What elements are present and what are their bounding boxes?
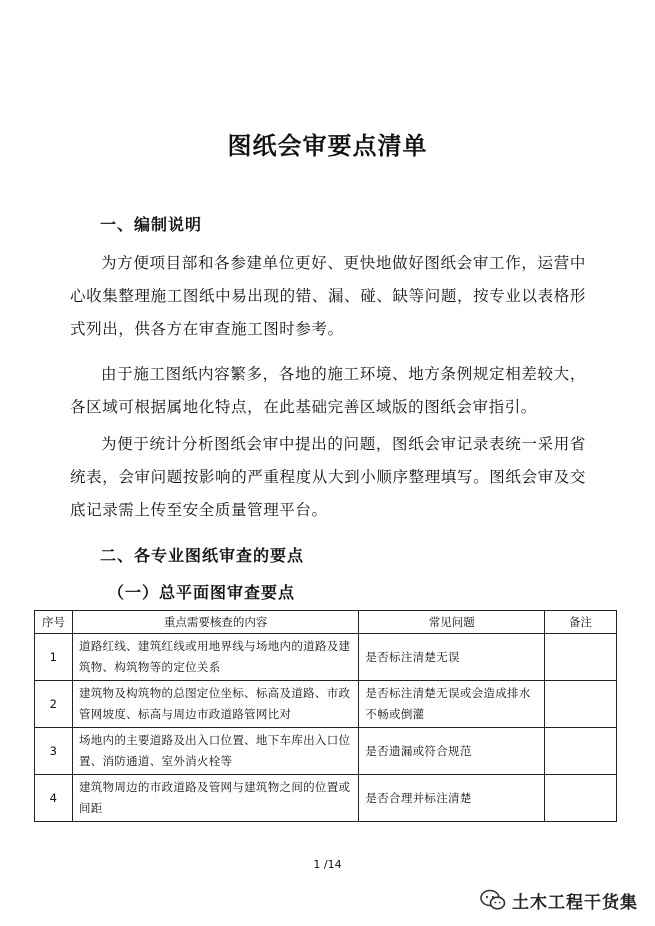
row-number: 1 <box>35 634 73 681</box>
table-row <box>35 775 617 822</box>
row-number: 4 <box>35 775 73 822</box>
table-row <box>35 728 617 775</box>
review-table <box>34 610 617 822</box>
header-note: 备注 <box>545 611 617 634</box>
row-issue: 是否标注清楚无误或会造成排水不畅或倒灌 <box>359 681 545 728</box>
table-row <box>35 634 617 681</box>
paragraph-1: 为方便项目部和各参建单位更好、更快地做好图纸会审工作，运营中心收集整理施工图纸中易出现的错、漏、碰、缺等问题，按专业以表格形式列出，供各方在审查施工图时参考。 <box>70 254 586 338</box>
section-heading-2: 二、各专业图纸审查的要点 <box>100 546 305 565</box>
row-content: 场地内的主要道路及出入口位置、地下车库出入口位置、消防通道、室外消火栓等 <box>72 728 358 775</box>
row-content: 道路红线、建筑红线或用地界线与场地内的道路及建筑物、构筑物等的定位关系 <box>72 634 358 681</box>
row-number: 2 <box>35 681 73 728</box>
section-heading-1: 一、编制说明 <box>100 215 203 234</box>
paragraph-3: 为便于统计分析图纸会审中提出的问题，图纸会审记录表统一采用省统表，会审问题按影响的严重程度从大到小顺序整理填写。图纸会审及交底记录需上传至安全质量管理平台。 <box>70 435 586 519</box>
row-issue: 是否遗漏或符合规范 <box>359 728 545 775</box>
row-note <box>545 775 617 822</box>
row-content: 建筑物及构筑物的总图定位坐标、标高及道路、市政管网坡度、标高与周边市政道路管网比对 <box>72 681 358 728</box>
table-row <box>35 681 617 728</box>
watermark-text: 土木工程干货集 <box>512 892 638 913</box>
section-subheading: （一）总平面图审查要点 <box>108 583 296 602</box>
row-content: 建筑物周边的市政道路及管网与建筑物之间的位置或间距 <box>72 775 358 822</box>
document-title: 图纸会审要点清单 <box>227 132 428 160</box>
row-note <box>545 681 617 728</box>
row-issue: 是否标注清楚无误 <box>359 634 545 681</box>
row-number: 3 <box>35 728 73 775</box>
row-note <box>545 634 617 681</box>
header-no: 序号 <box>35 611 73 634</box>
row-note <box>545 728 617 775</box>
header-content: 重点需要核查的内容 <box>72 611 358 634</box>
header-issue: 常见问题 <box>359 611 545 634</box>
watermark <box>480 885 638 915</box>
wechat-icon <box>480 889 506 911</box>
paragraph-2: 由于施工图纸内容繁多，各地的施工环境、地方条例规定相差较大，各区域可根据属地化特点，在此基础完善区域版的图纸会审指引。 <box>70 365 586 416</box>
row-issue: 是否合理并标注清楚 <box>359 775 545 822</box>
table-header-row <box>35 611 617 634</box>
page-indicator: 1 /14 <box>313 858 342 871</box>
